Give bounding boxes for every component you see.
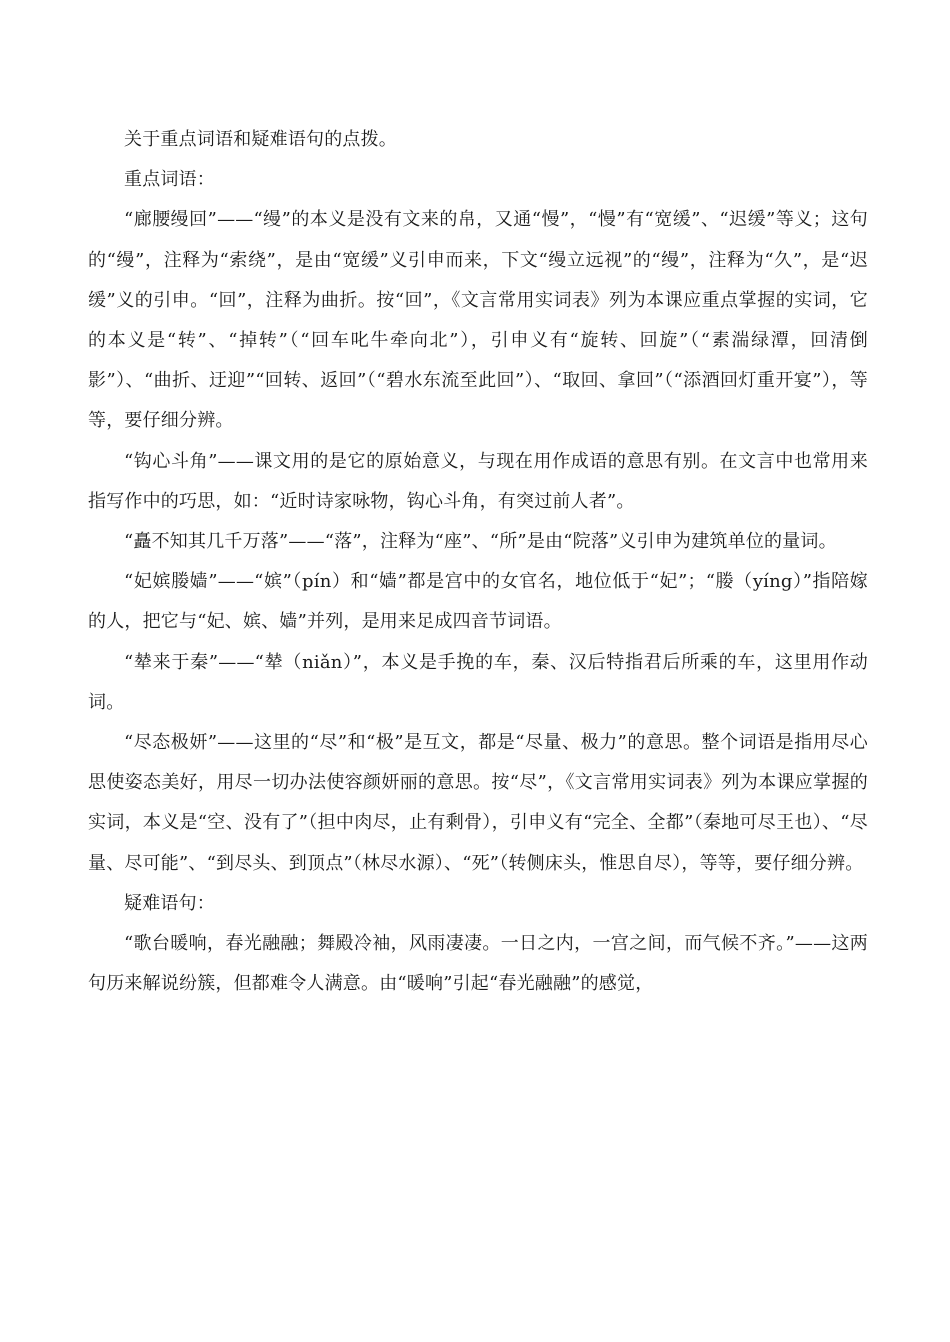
section-heading-key-words: 重点词语：: [124, 169, 215, 191]
paragraph-jin-tai-ji-yan: “尽态极妍”——这里的“尽”和“极”是互文，都是“尽量、极力”的意思。整个词语是指用尽心思使姿态美好，用尽一切办法使容颜妍丽的意思。按“尽”，《文言常用实词表》列为本课应掌握的实词，本义是“空、没有了”（担中肉尽，止有剩骨），引申义有“完全、全都”（秦地可尽王也）、“尽量、尽可能”、“到尽头、到顶点”（林尽水源）、“死”（转侧床头，惟思自尽），等等，要仔细分辨。: [88, 732, 868, 874]
section-heading-difficult-sentences: 疑难语句：: [124, 892, 215, 914]
paragraph-lang-yao-man-hui: “廊腰缦回”——“缦”的本义是没有文来的帛，又通“慢”，“慢”有“宽缓”、“迟缓”等义；这句的“缦”，注释为“索绕”，是由“宽缓”义引申而来，下文“缦立远视”的“缦”，注释为“久”，是“迟缓”义的引申。“回”，注释为曲折。按“回”，《文言常用实词表》列为本课应重点掌握的实词，它的本义是“转”、“掉转”（“回车叱牛牵向北”），引申义有“旋转、回旋”（“素湍绿潭，回清倒影”）、“曲折、迂迎”“回转、返回”（“碧水东流至此回”）、“取回、拿回”（“添酒回灯重开宴”），等等，要仔细分辨。: [88, 209, 868, 432]
paragraph-chu-bu-zhi: “矗不知其几千万落”——“落”，注释为“座”、“所”是由“院落”义引申为建筑单位的量词。: [124, 531, 837, 553]
paragraph-gou-xin-dou-jiao: “钩心斗角”——课文用的是它的原始意义，与现在用作成语的意思有别。在文言中也常用来指写作中的巧思，如：“近时诗家咏物，钩心斗角，有突过前人者”。: [88, 450, 868, 512]
paragraph-ge-tai-nuan-xiang: “歌台暖响，春光融融；舞殿冷袖，风雨凄凄。一日之内，一宫之间，而气候不齐。”——这两句历来解说纷簇，但都难令人满意。由“暖响”引起“春光融融”的感觉，: [88, 933, 868, 995]
paragraph-intro: 关于重点词语和疑难语句的点拨。: [124, 129, 397, 150]
paragraph-nian-lai-yu-qin: “辇来于秦”——“辇（niǎn）”，本义是手挽的车，秦、汉后特指君后所乘的车，这里用作动词。: [88, 651, 868, 713]
document-body: [88, 120, 868, 1004]
paragraph-fei-pin-ying-qiang: “妃嫔媵嫱”——“嫔”（pín）和“嫱”都是宫中的女官名，地位低于“妃”；“媵（yíng）”指陪嫁的人，把它与“妃、嫔、嫱”并列，是用来足成四音节词语。: [88, 571, 868, 633]
